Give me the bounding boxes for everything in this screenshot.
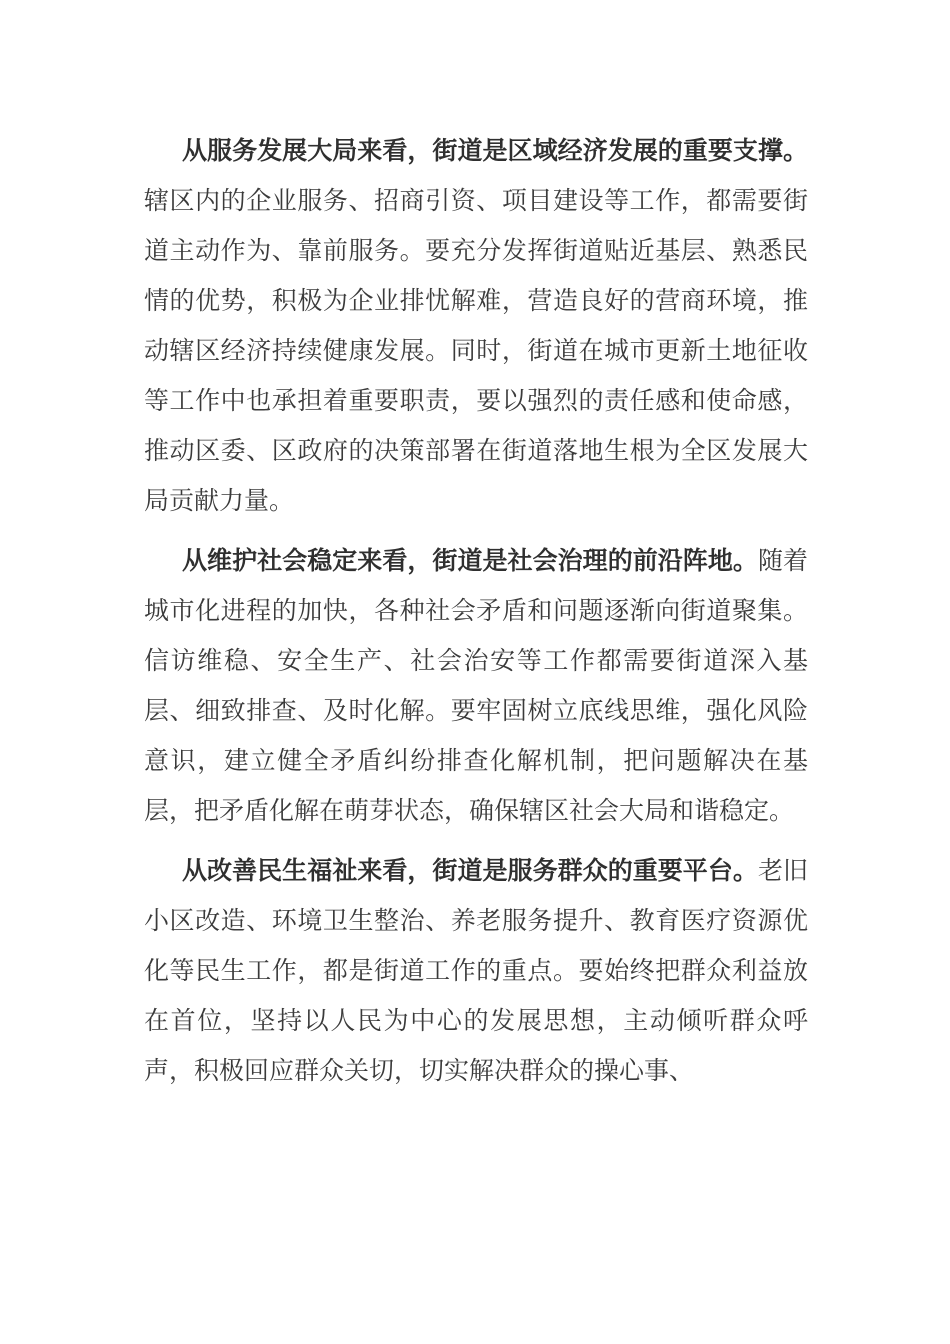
paragraph-text: 随着城市化进程的加快，各种社会矛盾和问题逐渐向街道聚集。信访维稳、安全生产、社会治安等工作都需要街道深入基层、细致排查、及时化解。要牢固树立底线思维，强化风险意识，建立健全矛盾纠纷排查化解机制，把问题解决在基层，把矛盾化解在萌芽状态，确保辖区社会大局和谐稳定。	[144, 546, 808, 825]
paragraph-public-welfare	[144, 846, 808, 1096]
paragraph-economic-development	[144, 126, 808, 526]
paragraph-text: 辖区内的企业服务、招商引资、项目建设等工作，都需要街道主动作为、靠前服务。要充分发挥街道贴近基层、熟悉民情的优势，积极为企业排忧解难，营造良好的营商环境，推动辖区经济持续健康发展。同时，街道在城市更新土地征收等工作中也承担着重要职责，要以强烈的责任感和使命感，推动区委、区政府的决策部署在街道落地生根为全区发展大局贡献力量。	[144, 186, 808, 515]
paragraph-lead: 从服务发展大局来看，街道是区域经济发展的重要支撑。	[182, 136, 808, 165]
paragraph-lead: 从维护社会稳定来看，街道是社会治理的前沿阵地。	[182, 546, 758, 575]
document-body	[144, 126, 808, 1106]
paragraph-lead: 从改善民生福祉来看，街道是服务群众的重要平台。	[182, 856, 758, 885]
paragraph-text: 老旧小区改造、环境卫生整治、养老服务提升、教育医疗资源优化等民生工作，都是街道工作的重点。要始终把群众利益放在首位，坚持以人民为中心的发展思想，主动倾听群众呼声，积极回应群众关切，切实解决群众的操心事、	[144, 856, 808, 1085]
paragraph-social-stability	[144, 536, 808, 836]
